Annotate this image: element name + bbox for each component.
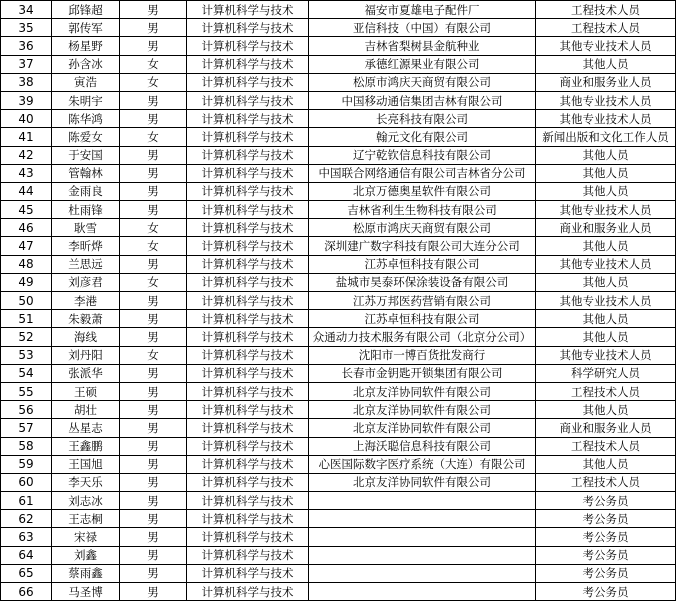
major-cell: 计算机科学与技术: [187, 492, 309, 510]
major-cell: 计算机科学与技术: [187, 310, 309, 328]
table-row: [1, 346, 676, 364]
row-number-cell: 63: [1, 528, 52, 546]
major-cell: 计算机科学与技术: [187, 164, 309, 182]
name-cell: 管翰林: [52, 164, 120, 182]
name-cell: 李昕烨: [52, 237, 120, 255]
employer-cell: [309, 510, 536, 528]
gender-cell: 男: [120, 201, 187, 219]
table-row: [1, 364, 676, 382]
job-category-cell: 其他专业技术人员: [536, 346, 676, 364]
table-row: [1, 583, 676, 601]
employer-cell: 亚信科技（中国）有限公司: [309, 19, 536, 37]
gender-cell: 男: [120, 182, 187, 200]
job-category-cell: 其他人员: [536, 273, 676, 291]
row-number-cell: 35: [1, 19, 52, 37]
table-row: [1, 164, 676, 182]
employer-cell: 北京万德奥星软件有限公司: [309, 182, 536, 200]
name-cell: 杨星野: [52, 37, 120, 55]
gender-cell: 男: [120, 583, 187, 601]
name-cell: 马圣博: [52, 583, 120, 601]
job-category-cell: 其他专业技术人员: [536, 201, 676, 219]
name-cell: 王志桐: [52, 510, 120, 528]
employer-cell: [309, 564, 536, 582]
major-cell: 计算机科学与技术: [187, 128, 309, 146]
gender-cell: 男: [120, 473, 187, 491]
gender-cell: 女: [120, 55, 187, 73]
employer-cell: 深圳建广数字科技有限公司大连分公司: [309, 237, 536, 255]
table-row: [1, 255, 676, 273]
name-cell: 刘鑫: [52, 546, 120, 564]
job-category-cell: 工程技术人员: [536, 1, 676, 19]
gender-cell: 男: [120, 382, 187, 400]
row-number-cell: 43: [1, 164, 52, 182]
major-cell: 计算机科学与技术: [187, 382, 309, 400]
row-number-cell: 58: [1, 437, 52, 455]
name-cell: 郭传军: [52, 19, 120, 37]
job-category-cell: 其他人员: [536, 182, 676, 200]
name-cell: 李天乐: [52, 473, 120, 491]
job-category-cell: 工程技术人员: [536, 437, 676, 455]
major-cell: 计算机科学与技术: [187, 110, 309, 128]
table-row: [1, 528, 676, 546]
table-row: [1, 546, 676, 564]
row-number-cell: 38: [1, 73, 52, 91]
name-cell: 朱明宇: [52, 91, 120, 109]
job-category-cell: 工程技术人员: [536, 382, 676, 400]
name-cell: 邱锋超: [52, 1, 120, 19]
name-cell: 刘志冰: [52, 492, 120, 510]
name-cell: 王国旭: [52, 455, 120, 473]
employer-cell: 盐城市昊泰环保涂装设备有限公司: [309, 273, 536, 291]
job-category-cell: 考公务员: [536, 564, 676, 582]
job-category-cell: 工程技术人员: [536, 473, 676, 491]
row-number-cell: 64: [1, 546, 52, 564]
row-number-cell: 36: [1, 37, 52, 55]
row-number-cell: 42: [1, 146, 52, 164]
table-row: [1, 437, 676, 455]
gender-cell: 男: [120, 310, 187, 328]
row-number-cell: 57: [1, 419, 52, 437]
gender-cell: 男: [120, 492, 187, 510]
job-category-cell: 商业和服务业人员: [536, 73, 676, 91]
table-row: [1, 564, 676, 582]
row-number-cell: 55: [1, 382, 52, 400]
major-cell: 计算机科学与技术: [187, 473, 309, 491]
table-row: [1, 128, 676, 146]
major-cell: 计算机科学与技术: [187, 91, 309, 109]
row-number-cell: 41: [1, 128, 52, 146]
gender-cell: 男: [120, 328, 187, 346]
gender-cell: 男: [120, 546, 187, 564]
major-cell: 计算机科学与技术: [187, 328, 309, 346]
row-number-cell: 66: [1, 583, 52, 601]
name-cell: 胡壮: [52, 401, 120, 419]
gender-cell: 男: [120, 455, 187, 473]
major-cell: 计算机科学与技术: [187, 346, 309, 364]
employer-cell: [309, 492, 536, 510]
name-cell: 于安国: [52, 146, 120, 164]
row-number-cell: 48: [1, 255, 52, 273]
job-category-cell: 其他人员: [536, 237, 676, 255]
row-number-cell: 53: [1, 346, 52, 364]
job-category-cell: 商业和服务业人员: [536, 219, 676, 237]
row-number-cell: 56: [1, 401, 52, 419]
major-cell: 计算机科学与技术: [187, 182, 309, 200]
job-category-cell: 其他人员: [536, 455, 676, 473]
job-category-cell: 其他专业技术人员: [536, 37, 676, 55]
row-number-cell: 65: [1, 564, 52, 582]
major-cell: 计算机科学与技术: [187, 401, 309, 419]
row-number-cell: 39: [1, 91, 52, 109]
job-category-cell: 其他人员: [536, 310, 676, 328]
gender-cell: 男: [120, 437, 187, 455]
table-row: [1, 292, 676, 310]
row-number-cell: 46: [1, 219, 52, 237]
employer-cell: 中国移动通信集团吉林有限公司: [309, 91, 536, 109]
major-cell: 计算机科学与技术: [187, 364, 309, 382]
gender-cell: 女: [120, 73, 187, 91]
row-number-cell: 37: [1, 55, 52, 73]
job-category-cell: 工程技术人员: [536, 19, 676, 37]
gender-cell: 男: [120, 1, 187, 19]
name-cell: 陈爱女: [52, 128, 120, 146]
name-cell: 李港: [52, 292, 120, 310]
job-category-cell: 新闻出版和文化工作人员: [536, 128, 676, 146]
table-row: [1, 455, 676, 473]
employer-cell: 松原市鸿庆天商贸有限公司: [309, 73, 536, 91]
major-cell: 计算机科学与技术: [187, 510, 309, 528]
table-row: [1, 91, 676, 109]
job-category-cell: 其他专业技术人员: [536, 292, 676, 310]
table-row: [1, 182, 676, 200]
job-category-cell: 考公务员: [536, 583, 676, 601]
row-number-cell: 49: [1, 273, 52, 291]
job-category-cell: 其他人员: [536, 146, 676, 164]
name-cell: 陈华鸿: [52, 110, 120, 128]
gender-cell: 女: [120, 346, 187, 364]
name-cell: 王鑫鹏: [52, 437, 120, 455]
table-row: [1, 110, 676, 128]
row-number-cell: 62: [1, 510, 52, 528]
gender-cell: 女: [120, 273, 187, 291]
job-category-cell: 考公务员: [536, 492, 676, 510]
name-cell: 王硕: [52, 382, 120, 400]
name-cell: 兰思远: [52, 255, 120, 273]
major-cell: 计算机科学与技术: [187, 255, 309, 273]
job-category-cell: 其他专业技术人员: [536, 255, 676, 273]
job-category-cell: 其他人员: [536, 401, 676, 419]
table-row: [1, 510, 676, 528]
row-number-cell: 51: [1, 310, 52, 328]
major-cell: 计算机科学与技术: [187, 419, 309, 437]
table-row: [1, 201, 676, 219]
gender-cell: 男: [120, 292, 187, 310]
table-row: [1, 401, 676, 419]
major-cell: 计算机科学与技术: [187, 528, 309, 546]
major-cell: 计算机科学与技术: [187, 19, 309, 37]
major-cell: 计算机科学与技术: [187, 564, 309, 582]
name-cell: 张派华: [52, 364, 120, 382]
employer-cell: [309, 546, 536, 564]
table-row: [1, 492, 676, 510]
name-cell: 孙含冰: [52, 55, 120, 73]
row-number-cell: 45: [1, 201, 52, 219]
employer-cell: 中国联合网络通信有限公司吉林省分公司: [309, 164, 536, 182]
employer-cell: 辽宁乾钦信息科技有限公司: [309, 146, 536, 164]
row-number-cell: 54: [1, 364, 52, 382]
gender-cell: 女: [120, 237, 187, 255]
major-cell: 计算机科学与技术: [187, 292, 309, 310]
row-number-cell: 52: [1, 328, 52, 346]
employer-cell: [309, 583, 536, 601]
employer-cell: 吉林省梨树县金航种业: [309, 37, 536, 55]
gender-cell: 男: [120, 146, 187, 164]
employer-cell: 沈阳市一博百货批发商行: [309, 346, 536, 364]
employer-cell: 长亮科技有限公司: [309, 110, 536, 128]
employer-cell: 北京友洋协同软件有限公司: [309, 401, 536, 419]
name-cell: 宋禄: [52, 528, 120, 546]
gender-cell: 男: [120, 364, 187, 382]
job-category-cell: 考公务员: [536, 528, 676, 546]
row-number-cell: 59: [1, 455, 52, 473]
employer-cell: 上海沃聪信息科技有限公司: [309, 437, 536, 455]
employer-cell: [309, 528, 536, 546]
major-cell: 计算机科学与技术: [187, 146, 309, 164]
row-number-cell: 47: [1, 237, 52, 255]
row-number-cell: 50: [1, 292, 52, 310]
name-cell: 丛星志: [52, 419, 120, 437]
gender-cell: 女: [120, 219, 187, 237]
major-cell: 计算机科学与技术: [187, 455, 309, 473]
table-row: [1, 419, 676, 437]
table-row: [1, 37, 676, 55]
gender-cell: 男: [120, 564, 187, 582]
major-cell: 计算机科学与技术: [187, 201, 309, 219]
employer-cell: 北京友洋协同软件有限公司: [309, 419, 536, 437]
major-cell: 计算机科学与技术: [187, 219, 309, 237]
gender-cell: 男: [120, 510, 187, 528]
employer-cell: 吉林省利生生物科技有限公司: [309, 201, 536, 219]
table-body: [1, 1, 676, 601]
table-row: [1, 55, 676, 73]
gender-cell: 男: [120, 91, 187, 109]
job-category-cell: 其他人员: [536, 55, 676, 73]
job-category-cell: 其他人员: [536, 164, 676, 182]
row-number-cell: 60: [1, 473, 52, 491]
employer-cell: 北京友洋协同软件有限公司: [309, 473, 536, 491]
job-category-cell: 商业和服务业人员: [536, 419, 676, 437]
employer-cell: 众通动力技术服务有限公司（北京分公司）: [309, 328, 536, 346]
name-cell: 刘彦君: [52, 273, 120, 291]
name-cell: 朱毅萧: [52, 310, 120, 328]
job-category-cell: 科学研究人员: [536, 364, 676, 382]
employer-cell: 江苏万邦医药营销有限公司: [309, 292, 536, 310]
employer-cell: 松原市鸿庆天商贸有限公司: [309, 219, 536, 237]
gender-cell: 男: [120, 19, 187, 37]
major-cell: 计算机科学与技术: [187, 583, 309, 601]
major-cell: 计算机科学与技术: [187, 37, 309, 55]
employer-cell: 翰元文化有限公司: [309, 128, 536, 146]
name-cell: 耿雪: [52, 219, 120, 237]
major-cell: 计算机科学与技术: [187, 73, 309, 91]
table-row: [1, 237, 676, 255]
gender-cell: 男: [120, 37, 187, 55]
name-cell: 金雨良: [52, 182, 120, 200]
gender-cell: 男: [120, 164, 187, 182]
gender-cell: 男: [120, 401, 187, 419]
major-cell: 计算机科学与技术: [187, 437, 309, 455]
table-row: [1, 382, 676, 400]
name-cell: 蔡雨鑫: [52, 564, 120, 582]
job-category-cell: 其他人员: [536, 328, 676, 346]
name-cell: 刘丹阳: [52, 346, 120, 364]
major-cell: 计算机科学与技术: [187, 1, 309, 19]
job-category-cell: 考公务员: [536, 510, 676, 528]
table-row: [1, 146, 676, 164]
row-number-cell: 61: [1, 492, 52, 510]
row-number-cell: 44: [1, 182, 52, 200]
table-row: [1, 273, 676, 291]
major-cell: 计算机科学与技术: [187, 237, 309, 255]
employer-cell: 心医国际数字医疗系统（大连）有限公司: [309, 455, 536, 473]
gender-cell: 男: [120, 528, 187, 546]
name-cell: 杜雨锋: [52, 201, 120, 219]
employer-cell: 江苏卓恒科技有限公司: [309, 310, 536, 328]
job-category-cell: 其他专业技术人员: [536, 91, 676, 109]
job-category-cell: 考公务员: [536, 546, 676, 564]
gender-cell: 男: [120, 110, 187, 128]
row-number-cell: 34: [1, 1, 52, 19]
name-cell: 海线: [52, 328, 120, 346]
major-cell: 计算机科学与技术: [187, 55, 309, 73]
employer-cell: 江苏卓恒科技有限公司: [309, 255, 536, 273]
job-category-cell: 其他专业技术人员: [536, 110, 676, 128]
gender-cell: 女: [120, 128, 187, 146]
employer-cell: 长春市金钥匙开锁集团有限公司: [309, 364, 536, 382]
table-row: [1, 310, 676, 328]
employer-cell: 承德红源果业有限公司: [309, 55, 536, 73]
table-row: [1, 219, 676, 237]
major-cell: 计算机科学与技术: [187, 273, 309, 291]
gender-cell: 男: [120, 255, 187, 273]
employer-cell: 福安市夏雄电子配件厂: [309, 1, 536, 19]
table-row: [1, 19, 676, 37]
table-row: [1, 473, 676, 491]
gender-cell: 男: [120, 419, 187, 437]
row-number-cell: 40: [1, 110, 52, 128]
name-cell: 寅浩: [52, 73, 120, 91]
table-row: [1, 73, 676, 91]
table-row: [1, 1, 676, 19]
employer-cell: 北京友洋协同软件有限公司: [309, 382, 536, 400]
major-cell: 计算机科学与技术: [187, 546, 309, 564]
table-row: [1, 328, 676, 346]
